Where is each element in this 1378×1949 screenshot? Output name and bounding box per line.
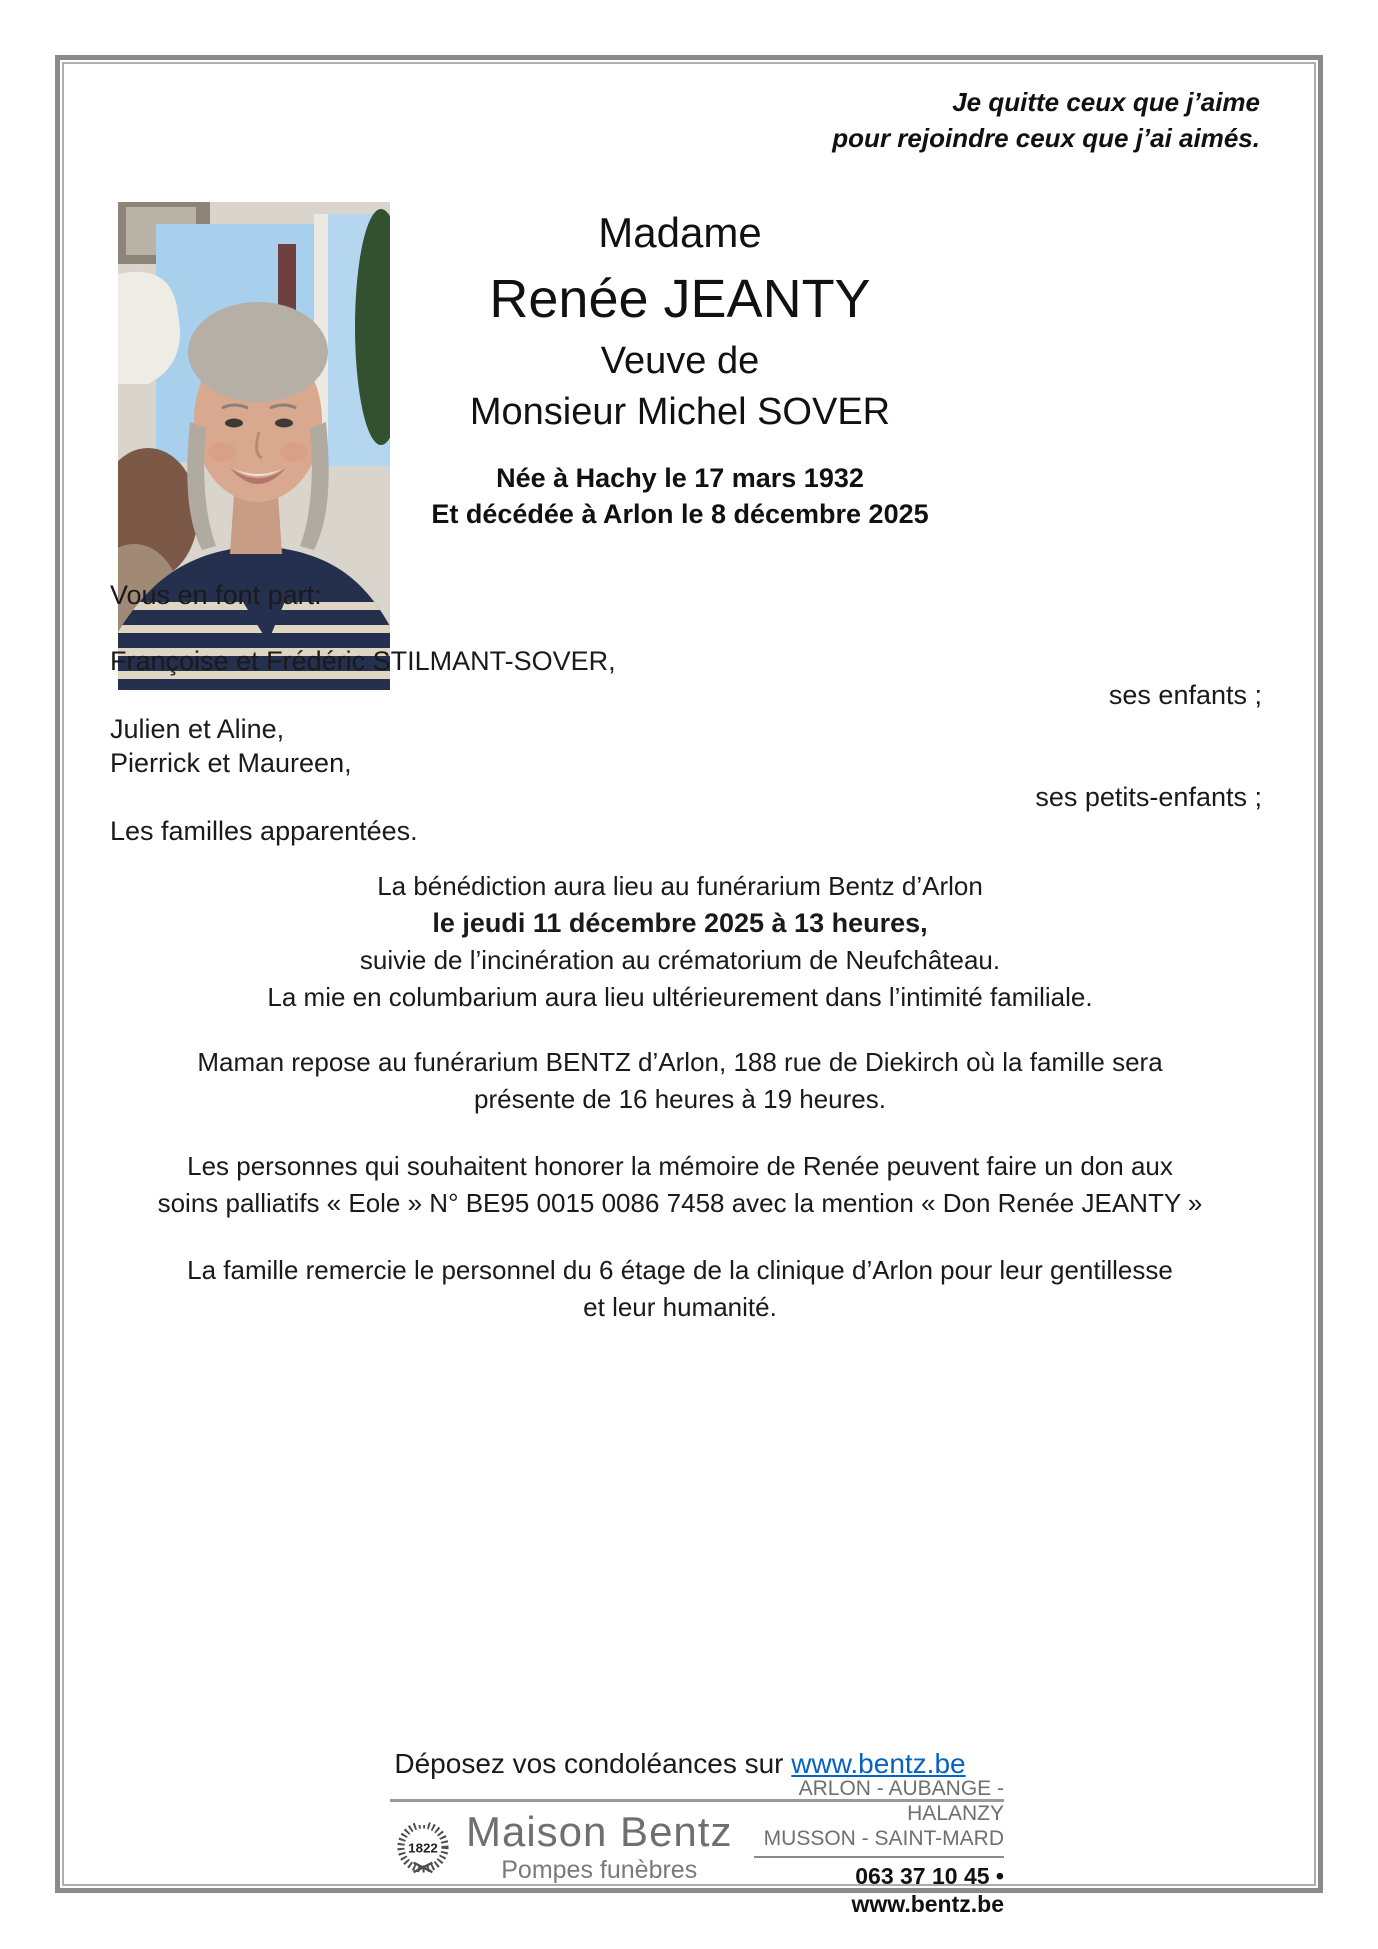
thanks-paragraph [98, 1252, 1262, 1326]
ceremony-paragraph [98, 868, 1262, 1016]
repose-line-1: Maman repose au funérarium BENTZ d’Arlon, 188 rue de Diekirch où la famille sera [197, 1047, 1163, 1077]
thanks-line-2: et leur humanité. [583, 1292, 777, 1322]
locations-lines [754, 1776, 1004, 1858]
repose-paragraph [98, 1044, 1262, 1118]
epigraph-line-1: Je quitte ceux que j’aime [952, 87, 1260, 117]
ceremony-line-1: La bénédiction aura lieu au funérarium Bentz d’Arlon [377, 871, 983, 901]
brand-name: Maison Bentz [466, 1808, 733, 1855]
children-label: ses enfants ; [1108, 680, 1262, 710]
title-block [98, 206, 1262, 532]
ceremony-date-line: le jeudi 11 décembre 2025 à 13 heures, [432, 908, 928, 938]
announcement-intro: Vous en font part: [110, 580, 322, 610]
epigraph-line-2: pour rejoindre ceux que j’ai aimés. [832, 123, 1260, 153]
brand-subtitle: Pompes funèbres [501, 1856, 698, 1884]
locations-column [754, 1776, 1004, 1918]
donation-paragraph [98, 1148, 1262, 1222]
thanks-line-1: La famille remercie le personnel du 6 étage de la clinique d’Arlon pour leur gentillesse [187, 1255, 1173, 1285]
locations-line-1: ARLON - AUBANGE - HALANZY [798, 1777, 1004, 1825]
death-line: Et décédée à Arlon le 8 décembre 2025 [431, 499, 929, 529]
announcement-block [110, 578, 1262, 848]
ceremony-line-3: suivie de l’incinération au crématorium de Neufchâteau. [359, 945, 1001, 975]
condolences-text: Déposez vos condoléances sur [394, 1748, 792, 1779]
deceased-name: Renée JEANTY [489, 269, 871, 329]
brand-column [466, 1810, 732, 1884]
ceremony-line-4: La mie en columbarium aura lieu ultérieurement dans l’intimité familiale. [267, 982, 1093, 1012]
donation-line-2: soins palliatifs « Eole » N° BE95 0015 0086 7458 avec la mention « Don Renée JEANTY » [157, 1188, 1203, 1218]
epigraph [832, 84, 1260, 156]
donation-line-1: Les personnes qui souhaitent honorer la mémoire de Renée peuvent faire un don aux [187, 1151, 1173, 1181]
funeral-home-logo [390, 1777, 1004, 1917]
children-names: Françoise et Frédéric STILMANT-SOVER, [110, 646, 616, 676]
laurel-wreath-icon [390, 1811, 456, 1883]
phone-and-website: 063 37 10 45 • www.bentz.be [851, 1863, 1004, 1917]
founding-year: 1822 [408, 1840, 438, 1856]
spouse-name: Monsieur Michel SOVER [469, 391, 891, 433]
birth-line: Née à Hachy le 17 mars 1932 [496, 463, 864, 493]
locations-line-2: MUSSON - SAINT-MARD [763, 1827, 1004, 1850]
grandchild-names-1: Julien et Aline, [110, 714, 285, 744]
salutation: Madame [598, 209, 762, 256]
grandchildren-label: ses petits-enfants ; [1035, 782, 1262, 812]
repose-line-2: présente de 16 heures à 19 heures. [474, 1084, 886, 1114]
families-line: Les familles apparentées. [110, 816, 418, 846]
life-dates [98, 460, 1262, 532]
condolences-line [98, 1746, 1262, 1782]
relation-label: Veuve de [600, 340, 760, 382]
bentz-website-link[interactable]: www.bentz.be [791, 1748, 966, 1779]
grandchild-names-2: Pierrick et Maureen, [110, 748, 352, 778]
